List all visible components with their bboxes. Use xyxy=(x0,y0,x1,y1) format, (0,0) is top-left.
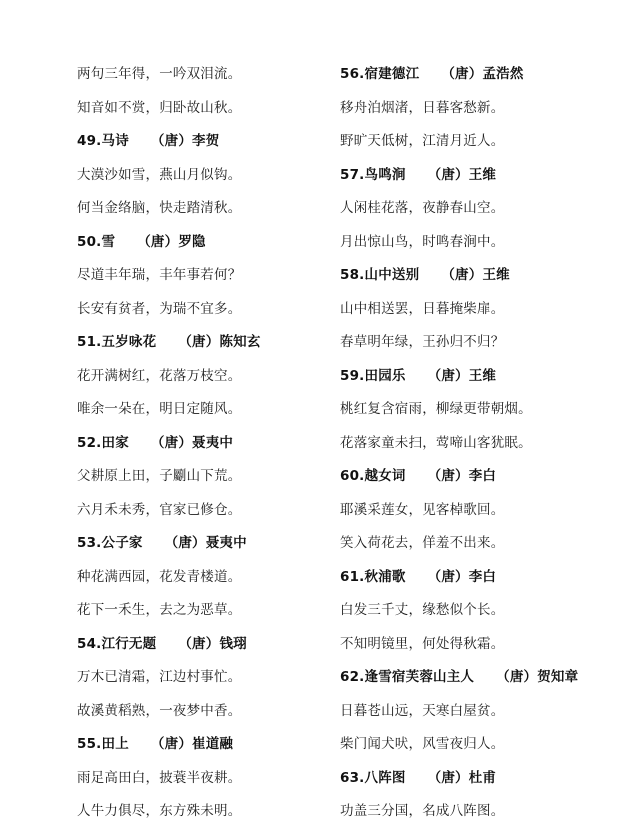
poem-number: 55. xyxy=(77,736,102,752)
poem-dynasty: （唐） xyxy=(150,736,193,752)
poem-number: 60. xyxy=(340,468,365,484)
poem-line: 功盖三分国，名成八阵图。 xyxy=(340,803,505,819)
poem-line: 柴门闻犬吠，风雪夜归人。 xyxy=(340,736,505,752)
poem-name: 田上 xyxy=(101,736,129,752)
poem-title xyxy=(340,661,640,695)
poem-title xyxy=(340,259,640,293)
poem-line: 两句三年得，一吟双泪流。 xyxy=(77,66,242,82)
poem-line: 父耕原上田，子劚山下荒。 xyxy=(77,468,242,484)
poem-author: 杜甫 xyxy=(468,769,497,786)
poem-number: 54. xyxy=(77,635,102,652)
poem-name: 五岁咏花 xyxy=(101,334,157,350)
poem-line: 故溪黄稻熟，一夜梦中香。 xyxy=(77,702,242,719)
poem-author: 罗隐 xyxy=(178,233,206,250)
poem-dynasty: （唐） xyxy=(150,133,193,149)
poem-line: 花开满树红，花落万枝空。 xyxy=(77,367,242,384)
poem-title xyxy=(340,460,640,494)
poem-name: 鸟鸣涧 xyxy=(364,166,406,183)
poem-dynasty: （唐） xyxy=(427,468,469,484)
poem-number: 62. xyxy=(340,669,365,685)
poem-title xyxy=(77,527,377,561)
poem-dynasty: （唐） xyxy=(496,669,538,685)
poem-dynasty: （唐） xyxy=(137,233,179,250)
poem-line: 山中相送罢，日暮掩柴扉。 xyxy=(340,300,505,317)
poem-line: 日暮苍山远，天寒白屋贫。 xyxy=(340,702,505,719)
poem-line: 白发三千丈，缘愁似个长。 xyxy=(340,602,505,618)
poem-name: 田园乐 xyxy=(364,367,406,384)
poem-line: 万木已清霜，江边村事忙。 xyxy=(77,669,242,685)
poem-dynasty: （唐） xyxy=(164,535,206,551)
left-column xyxy=(77,58,377,829)
poem-author: 王维 xyxy=(468,166,497,183)
poem-dynasty: （唐） xyxy=(427,166,469,183)
poem-dynasty: （唐） xyxy=(178,334,220,350)
poem-line: 人闲桂花落，夜静春山空。 xyxy=(340,200,505,216)
poem-author: 李贺 xyxy=(192,133,220,149)
poem-number: 61. xyxy=(340,568,365,585)
poem-line: 大漠沙如雪，燕山月似钩。 xyxy=(77,166,242,183)
poem-author: 钱珝 xyxy=(219,635,247,652)
poem-author: 崔道融 xyxy=(192,736,234,752)
poem-title xyxy=(340,762,640,796)
poem-title xyxy=(340,561,640,595)
poem-line: 月出惊山鸟，时鸣春涧中。 xyxy=(340,233,505,250)
poem-name: 山中送别 xyxy=(364,267,420,283)
poem-line: 笑入荷花去，佯羞不出来。 xyxy=(340,535,505,551)
poem-author: 聂夷中 xyxy=(205,535,247,551)
poem-name: 公子家 xyxy=(101,535,143,551)
poem-line: 雨足高田白，披蓑半夜耕。 xyxy=(77,769,242,786)
poem-author: 贺知章 xyxy=(537,669,579,685)
poem-dynasty: （唐） xyxy=(427,769,469,786)
poem-name: 宿建德江 xyxy=(364,66,420,82)
poem-line: 何当金络脑，快走踏清秋。 xyxy=(77,200,242,216)
poem-number: 50. xyxy=(77,233,102,250)
poem-title xyxy=(340,360,640,394)
poem-title xyxy=(77,628,377,662)
poem-line: 花下一禾生，去之为恶草。 xyxy=(77,602,242,618)
poem-line: 耶溪采莲女，见客棹歌回。 xyxy=(340,501,505,518)
poem-title xyxy=(340,58,640,92)
poem-dynasty: （唐） xyxy=(150,434,193,451)
poem-line: 唯余一朵在，明日定随风。 xyxy=(77,401,242,417)
poem-title xyxy=(340,159,640,193)
poem-number: 63. xyxy=(340,769,365,786)
poem-line: 移舟泊烟渚，日暮客愁新。 xyxy=(340,99,505,116)
poem-line: 人牛力俱尽，东方殊未明。 xyxy=(77,803,242,819)
poem-line: 知音如不赏，归卧故山秋。 xyxy=(77,99,242,116)
poem-number: 56. xyxy=(340,66,365,82)
poem-line: 花落家童未扫，莺啼山客犹眠。 xyxy=(340,434,532,451)
poem-number: 58. xyxy=(340,267,365,283)
poem-line: 六月禾未秀，官家已修仓。 xyxy=(77,501,242,518)
poem-author: 聂夷中 xyxy=(192,434,234,451)
poem-title xyxy=(77,728,377,762)
poem-line: 长安有贫者，为瑞不宜多。 xyxy=(77,300,242,317)
poem-number: 59. xyxy=(340,367,365,384)
poem-number: 51. xyxy=(77,334,102,350)
poem-dynasty: （唐） xyxy=(441,267,483,283)
poem-name: 雪 xyxy=(101,233,116,250)
poem-dynasty: （唐） xyxy=(427,568,469,585)
poem-name: 田家 xyxy=(101,434,129,451)
poem-line: 种花满西园，花发青楼道。 xyxy=(77,568,242,585)
poem-line: 桃红复含宿雨，柳绿更带朝烟。 xyxy=(340,401,532,417)
poem-number: 49. xyxy=(77,133,102,149)
poem-name: 马诗 xyxy=(101,133,129,149)
poem-line: 不知明镜里，何处得秋霜。 xyxy=(340,635,505,652)
poem-author: 孟浩然 xyxy=(482,66,524,82)
poem-dynasty: （唐） xyxy=(441,66,483,82)
poem-line: 野旷天低树，江清月近人。 xyxy=(340,133,505,149)
poem-name: 秋浦歌 xyxy=(364,568,406,585)
right-column xyxy=(340,58,640,829)
poem-author: 王维 xyxy=(468,367,497,384)
poem-number: 57. xyxy=(340,166,365,183)
poem-author: 王维 xyxy=(482,267,510,283)
poem-title xyxy=(77,125,377,159)
poem-author: 陈知玄 xyxy=(219,334,261,350)
poem-name: 逢雪宿芙蓉山主人 xyxy=(364,669,475,685)
poem-dynasty: （唐） xyxy=(178,635,220,652)
poem-number: 53. xyxy=(77,535,102,551)
poem-title xyxy=(77,427,377,461)
poem-name: 越女词 xyxy=(364,468,406,484)
poem-title xyxy=(77,326,377,360)
poem-name: 江行无题 xyxy=(101,635,157,652)
poem-author: 李白 xyxy=(468,568,497,585)
poem-number: 52. xyxy=(77,434,102,451)
poem-line: 春草明年绿，王孙归不归？ xyxy=(340,334,505,350)
poem-author: 李白 xyxy=(468,468,497,484)
poem-dynasty: （唐） xyxy=(427,367,469,384)
poem-line: 尽道丰年瑞，丰年事若何？ xyxy=(77,267,242,283)
poem-title xyxy=(77,226,377,260)
poem-name: 八阵图 xyxy=(364,769,406,786)
